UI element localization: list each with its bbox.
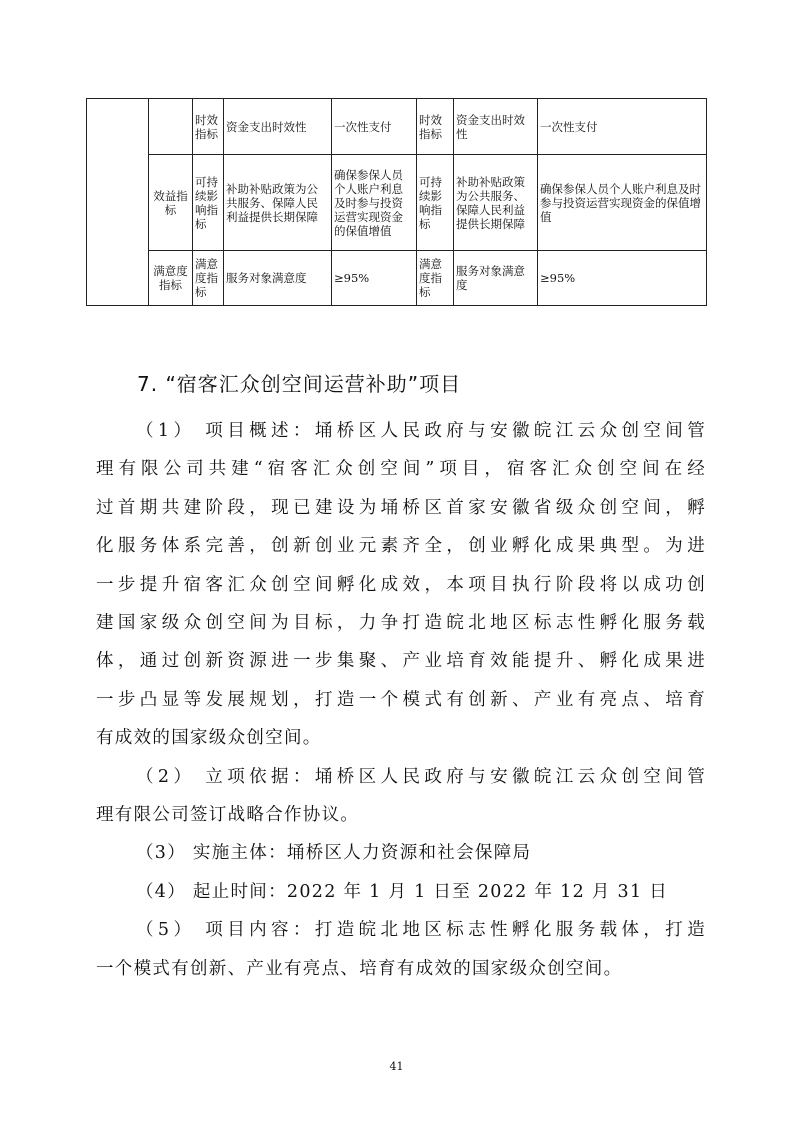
table-row (87, 99, 707, 155)
text-line: 建国家级众创空间为目标，力争打造皖北地区标志性孵化服务载 (96, 613, 706, 634)
table-cell (149, 99, 193, 155)
text-line: （1） 项目概述：埇桥区人民政府与安徽皖江云众创空间管 (136, 421, 706, 441)
text-line: 体，通过创新资源进一步集聚、产业培育效能提升、孵化成果进 (96, 651, 706, 672)
table-cell: 满意度指标 (417, 251, 454, 306)
table-cell: 补助补贴政策为公共服务、保障人民利益提供长期保障 (454, 155, 538, 251)
text-line: 理有限公司共建“宿客汇众创空间”项目，宿客汇众创空间在经 (96, 459, 706, 480)
table-cell: 满意度指标 (193, 251, 224, 306)
body-text (96, 412, 706, 988)
text-line: 一步凸显等发展规划，打造一个模式有创新、产业有亮点、培育 (96, 689, 706, 710)
table-cell (87, 99, 149, 306)
section-title: 7. “宿客汇众创空间运营补助”项目 (137, 372, 462, 396)
text-line: （2） 立项依据：埇桥区人民政府与安徽皖江云众创空间管 (136, 766, 706, 787)
table-cell: 可持续影响指标 (193, 155, 224, 251)
table-cell: 一次性支付 (538, 99, 707, 155)
table-cell: 一次性支付 (332, 99, 417, 155)
table-cell: ≥95% (332, 251, 417, 306)
table-cell: ≥95% (538, 251, 707, 306)
text-line: （4） 起止时间：2022 年 1 月 1 日至 2022 年 12 月 31 日 (136, 881, 669, 902)
table-cell: 时效指标 (193, 99, 224, 155)
table-cell: 确保参保人员个人账户利息及时参与投资运营实现资金的保值增值 (332, 155, 417, 251)
text-line: 一步提升宿客汇众创空间孵化成效，本项目执行阶段将以成功创 (96, 574, 706, 595)
table-cell: 效益指标 (149, 155, 193, 251)
table-row (87, 155, 707, 251)
performance-indicator-table (86, 98, 707, 306)
text-line: 过首期共建阶段，现已建设为埇桥区首家安徽省级众创空间，孵 (96, 497, 706, 518)
table-cell: 确保参保人员个人账户利息及时参与投资运营实现资金的保值增值 (538, 155, 707, 251)
table-cell: 资金支出时效性 (224, 99, 332, 155)
text-line: 理有限公司签订战略合作协议。 (96, 805, 360, 826)
text-line: 有成效的国家级众创空间。 (96, 728, 322, 749)
text-line: 化服务体系完善，创新创业元素齐全，创业孵化成果典型。为进 (96, 536, 706, 557)
table-cell: 服务对象满意度 (224, 251, 332, 306)
page-number: 41 (389, 1060, 404, 1073)
table-cell: 时效指标 (417, 99, 454, 155)
table-cell: 满意度指标 (149, 251, 193, 306)
table-cell: 服务对象满意度 (454, 251, 538, 306)
table-row (87, 251, 707, 306)
text-line: （3） 实施主体：埇桥区人力资源和社会保障局 (136, 843, 532, 864)
table-cell: 可持续影响指标 (417, 155, 454, 251)
table-cell: 补助补贴政策为公共服务、保障人民利益提供长期保障 (224, 155, 332, 251)
text-line: （5） 项目内容：打造皖北地区标志性孵化服务载体，打造 (136, 920, 706, 941)
text-line: 一个模式有创新、产业有亮点、培育有成效的国家级众创空间。 (96, 958, 623, 979)
table-cell: 资金支出时效性 (454, 99, 538, 155)
